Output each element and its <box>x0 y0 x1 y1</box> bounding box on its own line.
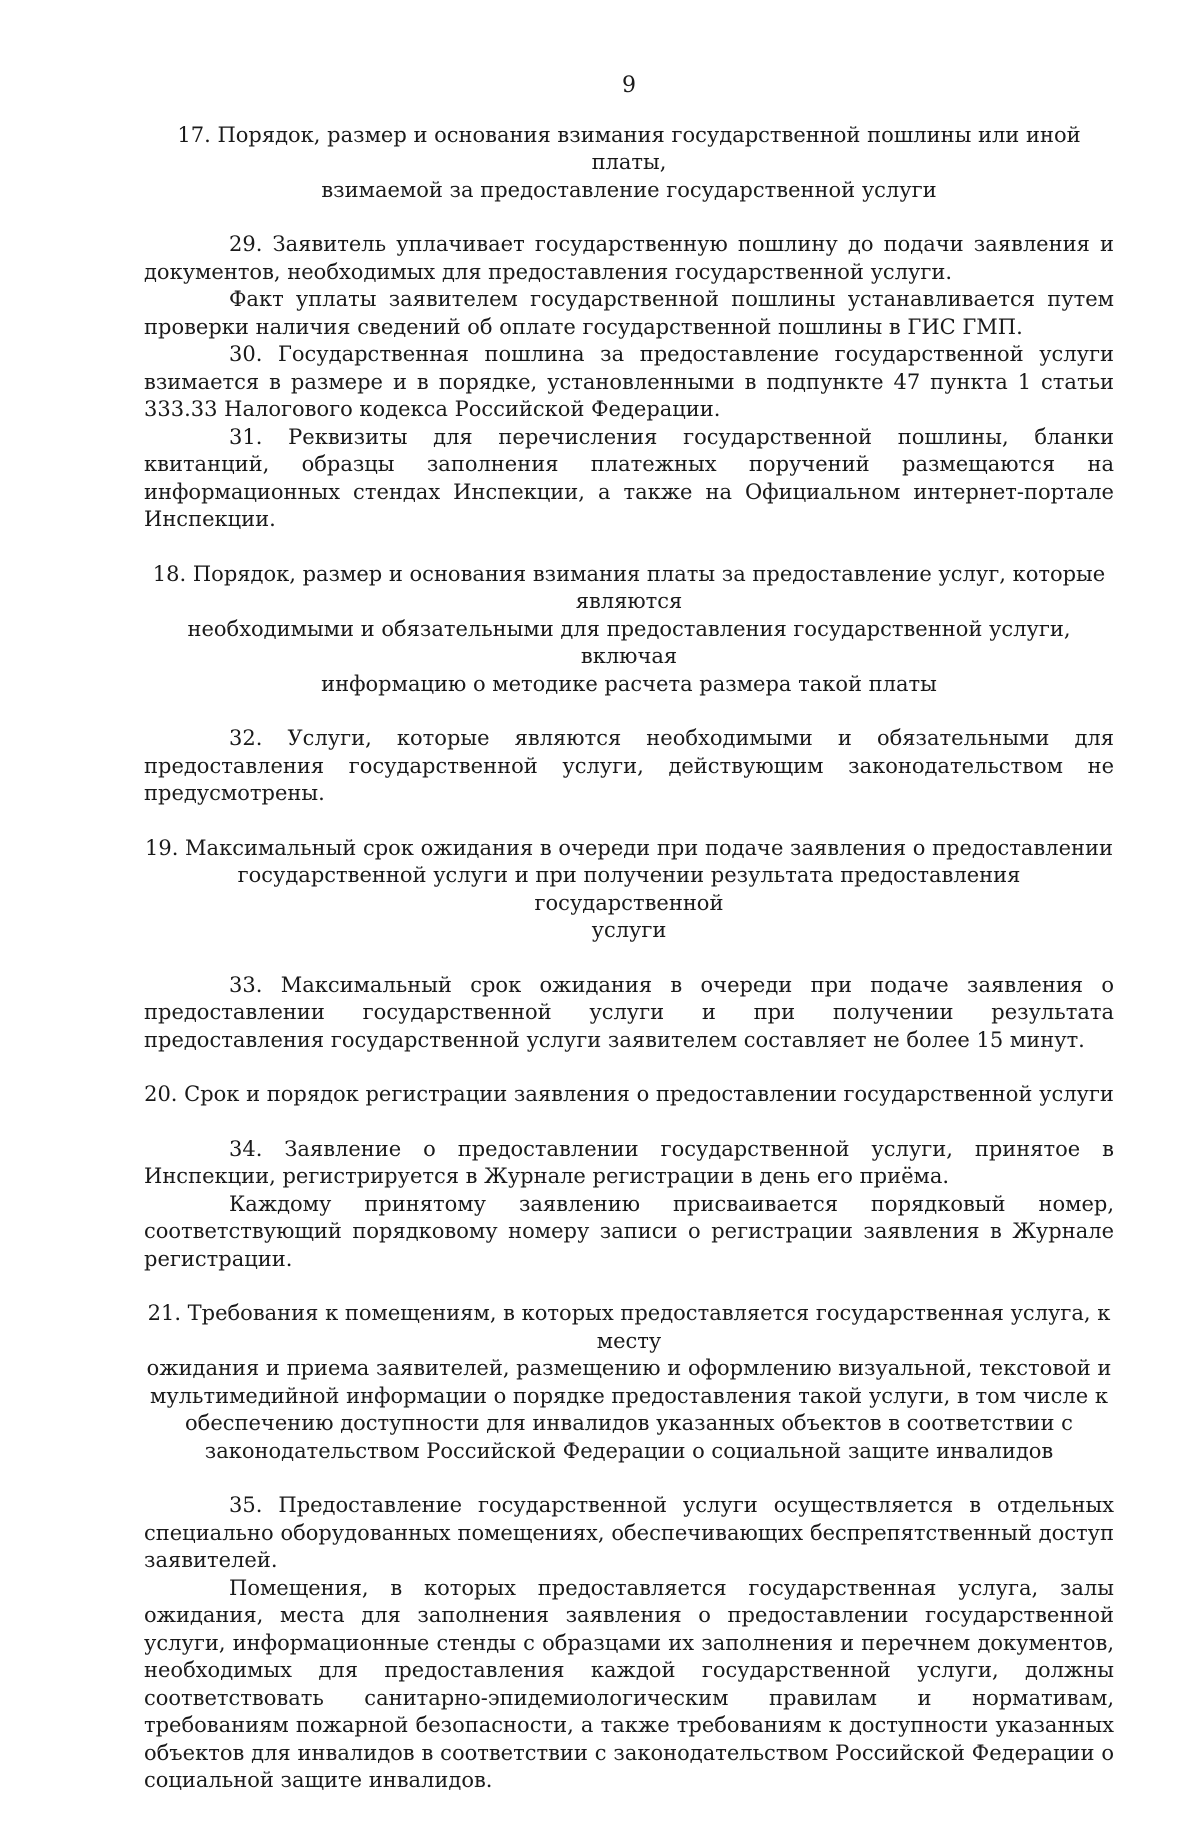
heading-line: информацию о методике расчета размера такой платы <box>321 671 937 696</box>
heading-line: взимаемой за предоставление государственной услуги <box>321 177 937 202</box>
paragraph: 32. Услуги, которые являются необходимыми и обязательными для предоставления государственной услуги, действующим законодательством не предусмотрены. <box>144 726 1114 805</box>
heading-line: 18. Порядок, размер и основания взимания платы за предоставление услуг, которые являются <box>152 561 1106 613</box>
section-18 <box>144 561 1114 808</box>
heading-line: ожидания и приема заявителей, размещению и оформлению визуальной, текстовой и <box>146 1356 1112 1380</box>
heading-line: 17. Порядок, размер и основания взимания государственной пошлины или иной платы, <box>177 122 1081 174</box>
section-21 <box>144 1300 1114 1795</box>
paragraph: Каждому принятому заявлению присваивается порядковый номер, соответствующий порядковому номеру записи о регистрации заявления в Журнале регистрации. <box>144 1191 1114 1271</box>
page-number: 9 <box>622 73 636 98</box>
paragraph: Факт уплаты заявителем государственной пошлины устанавливается путем проверки наличия сведений об оплате государственной пошлины в ГИС ГМП. <box>144 287 1114 339</box>
heading-line: мультимедийной информации о порядке предоставления такой услуги, в том числе к <box>150 1383 1108 1408</box>
heading-line: законодательством Российской Федерации о социальной защите инвалидов <box>204 1438 1054 1463</box>
heading-line: обеспечению доступности для инвалидов указанных объектов в соответствии с <box>185 1411 1073 1435</box>
section-17 <box>144 122 1114 534</box>
heading-line: 21. Требования к помещениям, в которых предоставляется государственная услуга, к месту <box>147 1301 1111 1353</box>
document-page <box>144 72 1114 1822</box>
heading-line: необходимыми и обязательными для предоставления государственной услуги, включая <box>187 616 1071 668</box>
section-heading <box>144 1081 1114 1109</box>
paragraph: 33. Максимальный срок ожидания в очереди при подаче заявления о предоставлении государственной услуги и при получении результата предоставления государственной услуги заявителем составляет не более 15 минут. <box>144 972 1114 1052</box>
paragraph: 30. Государственная пошлина за предоставление государственной услуги взимается в размере и в порядке, установленными в подпункте 47 пункта 1 статьи 333.33 Налогового кодекса Российской Федерации. <box>144 342 1114 421</box>
paragraph: 29. Заявитель уплачивает государственную пошлину до подачи заявления и документов, необходимых для предоставления государственной услуги. <box>144 232 1114 284</box>
paragraph: 35. Предоставление государственной услуги осуществляется в отдельных специально оборудованных помещениях, обеспечивающих беспрепятственный доступ заявителей. <box>144 1493 1114 1572</box>
section-heading <box>144 122 1114 205</box>
heading-line: 19. Максимальный срок ожидания в очереди при подаче заявления о предоставлении <box>144 835 1114 860</box>
heading-line: услуги <box>591 918 667 942</box>
section-heading <box>144 1300 1114 1465</box>
section-heading <box>144 561 1114 699</box>
paragraph: 31. Реквизиты для перечисления государственной пошлины, бланки квитанций, образцы заполнения платежных поручений размещаются на информационных стендах Инспекции, а также на Официальном интернет-портале Инспекции. <box>144 424 1114 531</box>
section-20 <box>144 1081 1114 1273</box>
heading-line: 20. Срок и порядок регистрации заявления о предоставлении государственной услуги <box>144 1082 1114 1106</box>
section-heading <box>144 835 1114 945</box>
section-19 <box>144 835 1114 1055</box>
paragraph: Помещения, в которых предоставляется государственная услуга, залы ожидания, места для заполнения заявления о предоставлении государственной услуги, информационные стенды с образцами их заполнения и перечнем документов, необходимых для предоставления каждой государственной услуги, должны соответствовать санитарно-эпидемиологическим правилам и нормативам, требованиям пожарной безопасности, а также требованиям к доступности указанных объектов для инвалидов в соответствии с законодательством Российской Федерации о социальной защите инвалидов. <box>144 1575 1114 1792</box>
heading-line: государственной услуги и при получении результата предоставления государственной <box>237 863 1021 915</box>
paragraph: 34. Заявление о предоставлении государственной услуги, принятое в Инспекции, регистрируется в Журнале регистрации в день его приёма. <box>144 1136 1114 1188</box>
